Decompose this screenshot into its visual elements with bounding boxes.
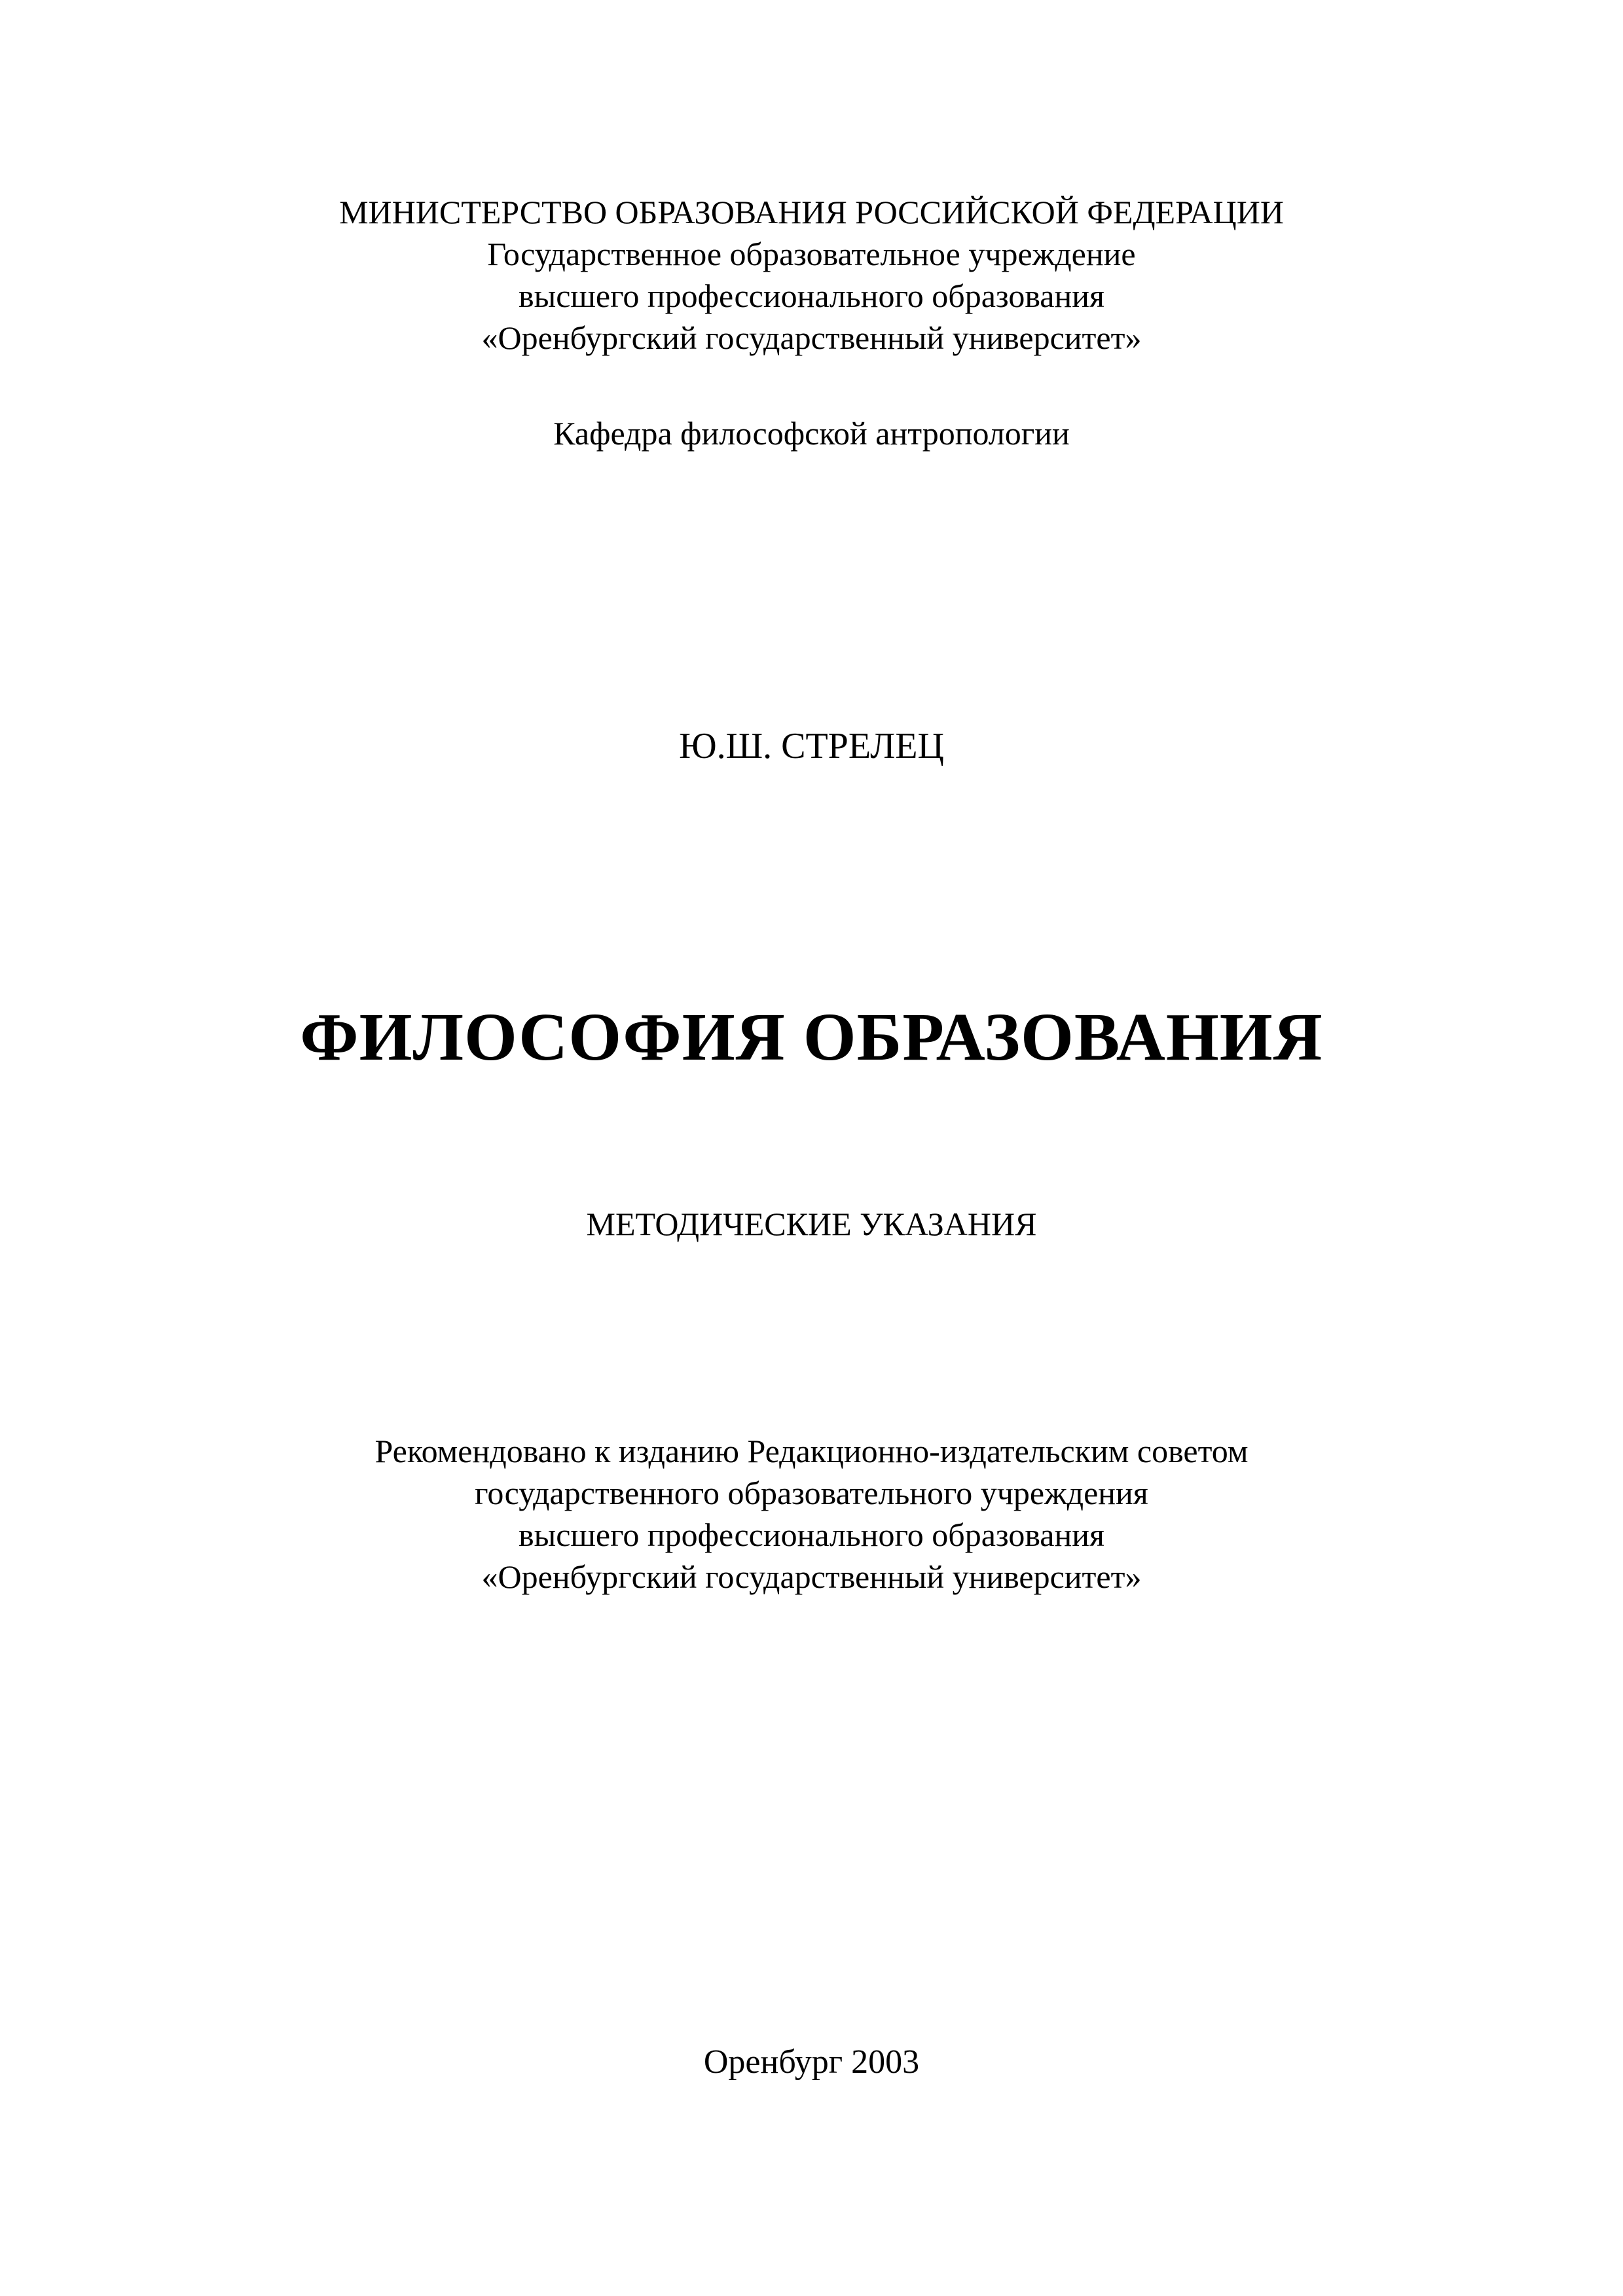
recommendation-line: государственного образовательного учреждения [475, 1475, 1148, 1511]
document-subtitle: МЕТОДИЧЕСКИЕ УКАЗАНИЯ [586, 1206, 1037, 1242]
institution-type-line: Государственное образовательное учреждение [487, 236, 1136, 272]
institution-header [0, 191, 1623, 359]
imprint-city-year: Оренбург 2003 [703, 2043, 920, 2081]
department-name: Кафедра философской антропологии [553, 415, 1070, 452]
recommendation-line: «Оренбургский государственный университет» [481, 1558, 1142, 1595]
recommendation-line: Рекомендовано к изданию Редакционно-издательским советом [374, 1433, 1249, 1469]
document-title: ФИЛОСОФИЯ ОБРАЗОВАНИЯ [300, 999, 1323, 1075]
education-level-line: высшего профессионального образования [519, 278, 1104, 314]
author-name: Ю.Ш. СТРЕЛЕЦ [679, 726, 944, 766]
recommendation-note [0, 1430, 1623, 1598]
ministry-line: МИНИСТЕРСТВО ОБРАЗОВАНИЯ РОССИЙСКОЙ ФЕДЕРАЦИИ [339, 194, 1284, 230]
recommendation-line: высшего профессионального образования [519, 1516, 1104, 1553]
university-name-line: «Оренбургский государственный университет» [481, 319, 1142, 356]
